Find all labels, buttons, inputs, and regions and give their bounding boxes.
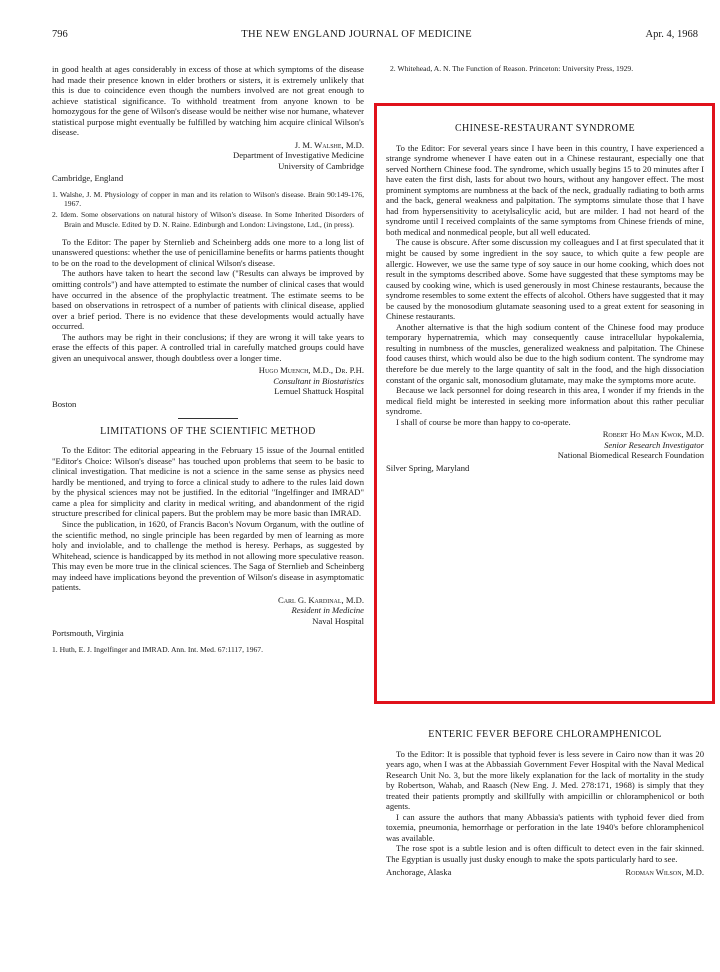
letter-paragraph: Since the publication, in 1620, of Francis Bacon's Novum Organum, with the outline of the scientific method, no single principle has been regarded by men of learning as more holy and inviolable, and to challenge the method is heresy. Perhaps, as suggested by Whitehead, science is handicapped by its method in not allowing more speculative reason. This may even be more true in the clinical sciences. The Saga of Sternlieb and Scheinberg may indeed have implications beyond the prevention of Wilson's disease in asymptomatic patients. — [52, 518, 364, 593]
reference-item: 1. Walshe, J. M. Physiology of copper in man and its relation to Wilson's disease. Brain 90:149-176, 1967. — [52, 190, 364, 209]
letter-paragraph: To the Editor: For several years since I have been in this country, I have experienced a strange syndrome whenever I have eaten out in a Chinese restaurant, especially one that served Northern Chinese food. The syndrome, which usually begins 15 to 20 minutes after I have eaten the first dish, lasts for about two hours, without any hangover effect. The most prominent symptoms are numbness at the back of the neck, gradually radiating to both arms and the back, general weakness and palpitation. The symptoms simulate those that I have had from hypersensitivity to acetylsalicylic acid, but are milder. I had not heard of the syndrome until I received complaints of the same symptoms from Chinese friends of mine, both medical and nonmedical people, but all well educated. — [386, 142, 704, 237]
section-heading: LIMITATIONS OF THE SCIENTIFIC METHOD — [100, 425, 316, 437]
section-heading: CHINESE-RESTAURANT SYNDROME — [454, 123, 636, 134]
author-name: Robert Ho Man Kwok, M.D. — [602, 429, 704, 440]
reference-item: 2. Idem. Some observations on natural history of Wilson's disease. In Some Inherited Disorders of Brain and Muscle. Edited by D. N. Raine. Edinburgh and London: Livingstone, Ltd., (in press). — [52, 210, 364, 229]
letter-paragraph: I can assure the authors that many Abbassia's patients with typhoid fever died from toxemia, pneumonia, hemorrhage or perforation in the late 1940's before chloramphenicol was available. — [386, 811, 704, 843]
letter-paragraph: To the Editor: It is possible that typhoid fever is less severe in Cairo now than it was 20 years ago, when I was at the Abbassiah Government Fever Hospital with the Naval Medical Research Unit No. 3, but the more likely explanation for the lack of mortality in the study by Robertson, Wahab, and Raasch (New Eng. J. Med. 278:171, 1968) is simply that they treated their patients promptly and skillfully with ampicillin or chloramphenicol or both agents. — [386, 748, 704, 812]
journal-title: THE NEW ENGLAND JOURNAL OF MEDICINE — [241, 28, 472, 40]
author-name: Hugo Muench, M.D., Dr. P.H. — [258, 365, 364, 376]
author-affiliation: University of Cambridge — [278, 160, 364, 171]
letter-paragraph: To the Editor: The paper by Sternlieb and Scheinberg adds one more to a long list of unanswered questions: whether the use of penicillamine benefits or harms patients thought to be on the road to the development of clinical Wilson's disease. — [52, 236, 364, 268]
letter-paragraph: The cause is obscure. After some discussion my colleagues and I at first speculated that it might be caused by some ingredient in the soy sauce, to which quite a few people are allergic. However, we use the same type of soy sauce in our home cooking, which does not result in the symptoms described above. Some have suggested that these symptoms may be caused by cooking wine, which is used generously in most Chinese restaurants, because the syndrome resembles to some extent the effects of alcohol. Others have suggested that it may be caused by the monosodium glutamate seasoning used to a great extent for seasoning in Chinese restaurants. — [386, 237, 704, 322]
author-location: Anchorage, Alaska — [386, 867, 452, 878]
references — [52, 190, 364, 229]
signature-walshe — [52, 140, 364, 172]
signature-muench — [52, 365, 364, 397]
signature-kardinal — [52, 595, 364, 627]
letter-paragraph: The authors have taken to heart the second law ("Results can always be improved by omitting controls") and have attempted to estimate the number of clinical cases that would have occurred in the absence of the prophylactic treatment. The estimate seems to be based on observations in retrospect of a number of patients with clinical disease, applied over a brief period. There is no evidence that these developments would actually have occurred. — [52, 268, 364, 332]
chinese-restaurant-letter — [386, 116, 704, 480]
section-divider — [178, 418, 238, 419]
reference-item: 1. Huth, E. J. Ingelfinger and IMRAD. Ann. Int. Med. 67:1117, 1967. — [52, 644, 263, 654]
author-title: Consultant in Biostatistics — [273, 375, 364, 386]
author-location: Silver Spring, Maryland — [386, 462, 470, 473]
letter-paragraph: Another alternative is that the high sodium content of the Chinese food may produce temporary hypernatremia, which may consequently cause intracellular hypokalemia, resulting in numbness of the muscles, generalized weakness and palpitation. The Chinese food causes thirst, which would also be due to the high sodium content. The syndrome may therefore be due merely to the large quantity of salt in the food, and the high dissociation constant of the organic salt, monosodium glutamate, may make the symptoms more acute. — [386, 321, 704, 385]
letter-paragraph: The rose spot is a subtle lesion and is often difficult to detect even in the fair skinned. The Egyptian is usually just dusky enough to make the spots particularly hard to see. — [386, 843, 704, 865]
continued-paragraph: in good health at ages considerably in excess of those at which symptoms of the disease had made their presence known in elder brothers or sisters, it is extremely unlikely that this is due to coincidence even though the numbers involved are not great enough to achieve statistical significance. To withhold treatment from anyone known to be homozygous for the gene of Wilson's disease would be neither wise nor humane, whatever statistical purpose might eventually be fulfilled by watching him acquire clinical Wilson's disease. — [52, 64, 364, 138]
author-title: Resident in Medicine — [291, 605, 364, 616]
letter-paragraph: To the Editor: The editorial appearing in the February 15 issue of the Journal entitled "Editor's Choice: Wilson's disease" has touched upon problems that seem to be basic to clinical investigation. That medicine is not a science in the same sense as physics need hardly be mentioned, and trying to force a clinical study to adhere to the rules laid down by the physical sciences may not be justified. In the editorial "Ingelfinger and IMRAD" came a plea for simplicity and clarity in medical writing, and abandonment of the rigid structure prescribed for clinical papers. But the problem may be more basic than IMRAD. — [52, 445, 364, 519]
left-column — [52, 64, 364, 662]
author-affiliation: National Biomedical Research Foundation — [557, 450, 704, 461]
letter-paragraph: Because we lack personnel for doing research in this area, I wonder if my friends in the medical field might be interested in seeking more information about this rather peculiar syndrome. — [386, 385, 704, 417]
reference-item: 2. Whitehead, A. N. The Function of Reason. Princeton: University Press, 1929. — [390, 64, 634, 73]
author-name: Rodman Wilson, M.D. — [625, 866, 704, 877]
author-location: Cambridge, England — [52, 173, 124, 184]
references — [52, 645, 364, 654]
author-location: Portsmouth, Virginia — [52, 628, 124, 639]
letter-paragraph: I shall of course be more than happy to co-operate. — [396, 416, 571, 427]
author-affiliation: Naval Hospital — [312, 615, 364, 626]
page-number: 796 — [52, 28, 68, 40]
author-location: Boston — [52, 399, 77, 410]
author-name: J. M. Walshe, M.D. — [294, 139, 364, 150]
enteric-fever-letter — [386, 722, 704, 884]
issue-date: Apr. 4, 1968 — [645, 28, 698, 40]
author-title: Senior Research Investigator — [604, 439, 704, 450]
author-affiliation: Lemuel Shattuck Hospital — [274, 386, 364, 397]
section-heading: ENTERIC FEVER BEFORE CHLORAMPHENICOL — [428, 729, 662, 740]
page-header — [52, 26, 698, 42]
letter-paragraph: The authors may be right in their conclusions; if they are wrong it will take years to erase the effects of this paper. A controlled trial in carefully matched groups could have given an unequivocal answer, though doubtless over a longer time. — [52, 331, 364, 363]
author-affiliation: Department of Investigative Medicine — [232, 150, 364, 161]
reference-continued — [390, 64, 702, 73]
signature-kwok — [386, 429, 704, 461]
author-name: Carl G. Kardinal, M.D. — [277, 594, 364, 605]
